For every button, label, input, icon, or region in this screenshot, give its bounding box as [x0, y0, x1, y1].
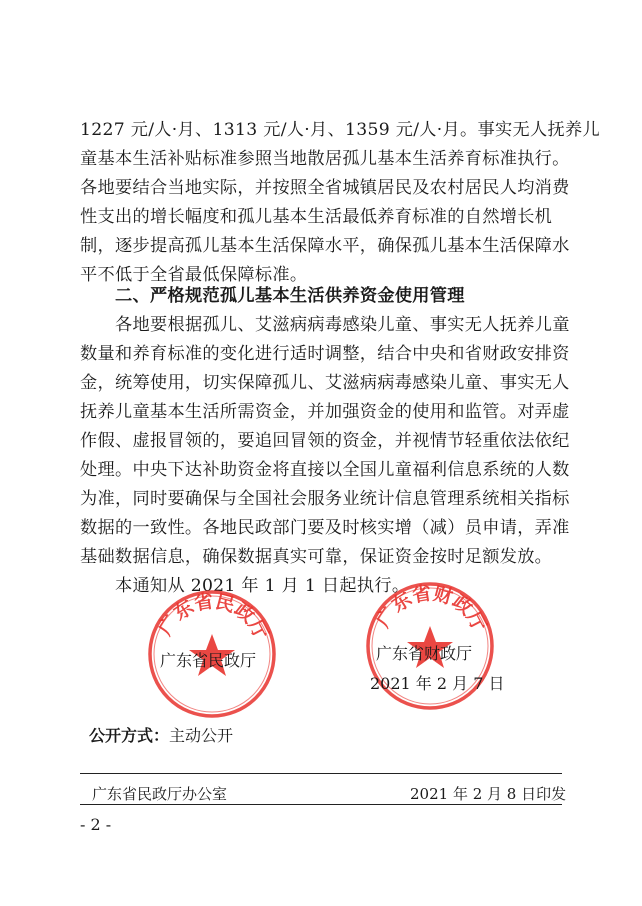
body-line-1: 1227 元/人·月、1313 元/人·月、1359 元/人·月。事实无人抚养儿: [80, 120, 600, 140]
release-method-label: 公开方式：: [89, 726, 170, 745]
seal-1-ring-text: 广东省民政厅: [154, 590, 273, 644]
page-number: - 2 -: [80, 815, 112, 834]
signature-org-finance: 广东省财政厅: [376, 644, 473, 663]
body-line-3: 各地要结合当地实际，并按照全省城镇居民及农村居民人均消费: [80, 178, 570, 198]
footer-rule-bottom: [80, 804, 562, 805]
section-2-line-6: 处理。中央下达补助资金将直接以全国儿童福利信息系统的人数: [80, 460, 570, 480]
release-method-value: 主动公开: [169, 726, 234, 745]
section-2-line-4: 抚养儿童基本生活所需资金，并加强资金的使用和监管。对弄虚: [80, 402, 570, 422]
footer-issuing-office: 广东省民政厅办公室: [92, 785, 228, 803]
section-2-heading: 二、严格规范孤儿基本生活供养资金使用管理: [115, 286, 465, 306]
release-method: [89, 723, 233, 746]
effective-notice: 本通知从 2021 年 1 月 1 日起执行。: [115, 576, 410, 596]
section-2-line-7: 为准，同时要确保与全国社会服务业统计信息管理系统相关指标: [80, 489, 570, 509]
section-2-line-9: 基础数据信息，确保数据真实可靠，保证资金按时足额发放。: [80, 547, 553, 567]
section-2-line-8: 数据的一致性。各地民政部门要及时核实增（减）员申请，弄准: [80, 518, 570, 538]
body-line-4: 性支出的增长幅度和孤儿基本生活最低养育标准的自然增长机: [80, 207, 553, 227]
body-line-2: 童基本生活补贴标准参照当地散居孤儿基本生活养育标准执行。: [80, 149, 570, 169]
footer-rule-top: [80, 773, 562, 774]
section-2-line-3: 金，统筹使用，切实保障孤儿、艾滋病病毒感染儿童、事实无人: [80, 373, 570, 393]
signature-org-civil-affairs: 广东省民政厅: [160, 651, 257, 670]
section-2-line-2: 数量和养育标准的变化进行适时调整，结合中央和省财政安排资: [80, 344, 570, 364]
section-2-line-5: 作假、虚报冒领的，要追回冒领的资金，并视情节轻重依法依纪: [80, 431, 570, 451]
seal-2-ring-text: 广东省财政厅: [372, 582, 491, 636]
body-line-5: 制，逐步提高孤儿基本生活保障水平，确保孤儿基本生活保障水: [80, 236, 570, 256]
footer-print-date: 2021 年 2 月 8 日印发: [410, 785, 567, 803]
body-line-6: 平不低于全省最低保障标准。: [80, 265, 308, 285]
section-2-line-1: 各地要根据孤儿、艾滋病病毒感染儿童、事实无人抚养儿童: [115, 315, 570, 335]
signature-date: 2021 年 2 月 7 日: [370, 674, 505, 693]
